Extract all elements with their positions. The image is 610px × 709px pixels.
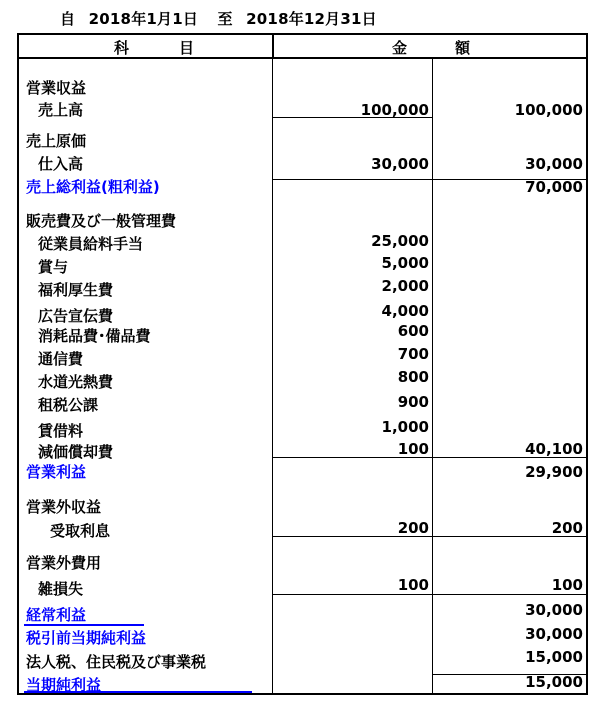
label-gross-profit: 売上総利益(粗利益) (26, 178, 160, 196)
amount-welfare: 2,000 (381, 277, 429, 295)
total-sales: 100,000 (514, 101, 583, 119)
from-label: 自 (60, 10, 76, 28)
amount-purchases: 30,000 (371, 155, 429, 173)
amount-sales: 100,000 (360, 101, 429, 119)
label-salaries: 従業員給料手当 (38, 235, 144, 253)
label-sga: 販売費及び一般管理費 (26, 212, 177, 230)
amount-advertising: 4,000 (381, 302, 429, 320)
total-interest-received: 200 (551, 519, 583, 537)
total-gross-profit: 70,000 (525, 178, 583, 196)
amount-utilities: 800 (397, 368, 429, 386)
total-misc-loss: 100 (551, 576, 583, 594)
label-operating-income: 営業利益 (26, 463, 87, 481)
label-net-income: 当期純利益 (26, 676, 102, 694)
label-non-op-income: 営業外収益 (26, 498, 102, 516)
label-cost-of-sales: 売上原価 (26, 132, 87, 150)
label-communication: 通信費 (38, 350, 84, 368)
label-depreciation: 減価償却費 (38, 443, 114, 461)
from-date: 2018年1月1日 (88, 10, 199, 28)
label-income-taxes: 法人税、住民税及び事業税 (26, 653, 207, 671)
amount-depreciation: 100 (397, 440, 429, 458)
amount-supplies: 600 (397, 322, 429, 340)
period-range (60, 8, 377, 29)
amount-misc-loss: 100 (397, 576, 429, 594)
total-ordinary-income: 30,000 (525, 601, 583, 619)
amount-taxes-dues: 900 (397, 393, 429, 411)
label-operating-revenue: 営業収益 (26, 79, 87, 97)
amount-interest-received: 200 (397, 519, 429, 537)
label-welfare: 福利厚生費 (38, 281, 114, 299)
total-net-income: 15,000 (525, 673, 583, 691)
label-ordinary-income: 経常利益 (26, 606, 87, 624)
label-supplies: 消耗品費･備品費 (38, 327, 151, 345)
label-bonus: 賞与 (38, 258, 69, 276)
sep-misc-loss (272, 594, 586, 595)
divider-label-amount (272, 57, 273, 693)
sep-interest (272, 536, 586, 537)
label-non-op-expense: 営業外費用 (26, 554, 102, 572)
header-amount-1: 金 (392, 39, 408, 57)
table-header (19, 35, 586, 59)
label-rent: 賃借料 (38, 422, 84, 440)
total-pretax-income: 30,000 (525, 625, 583, 643)
to-label: 至 (217, 10, 233, 28)
label-advertising: 広告宣伝費 (38, 307, 114, 325)
amount-rent: 1,000 (381, 418, 429, 436)
label-taxes-dues: 租税公課 (38, 396, 99, 414)
label-interest-received: 受取利息 (50, 522, 111, 540)
label-utilities: 水道光熱費 (38, 373, 114, 391)
header-divider (272, 35, 274, 57)
label-sales: 売上高 (38, 101, 84, 119)
income-statement-table (17, 33, 588, 695)
amount-salaries: 25,000 (371, 232, 429, 250)
label-pretax-income: 税引前当期純利益 (26, 629, 147, 647)
header-subject-2: 目 (179, 39, 195, 57)
total-operating-income: 29,900 (525, 463, 583, 481)
underline-ordinary-income (24, 624, 144, 626)
total-income-taxes: 15,000 (525, 648, 583, 666)
total-sga: 40,100 (525, 440, 583, 458)
label-purchases: 仕入高 (38, 155, 84, 173)
to-date: 2018年12月31日 (246, 10, 377, 28)
header-subject-1: 科 (114, 39, 130, 57)
label-misc-loss: 雑損失 (38, 580, 84, 598)
divider-amount-total (432, 57, 433, 693)
amount-communication: 700 (397, 345, 429, 363)
amount-bonus: 5,000 (381, 254, 429, 272)
header-amount-2: 額 (455, 39, 471, 57)
total-purchases: 30,000 (525, 155, 583, 173)
underline-net-income (24, 691, 252, 693)
